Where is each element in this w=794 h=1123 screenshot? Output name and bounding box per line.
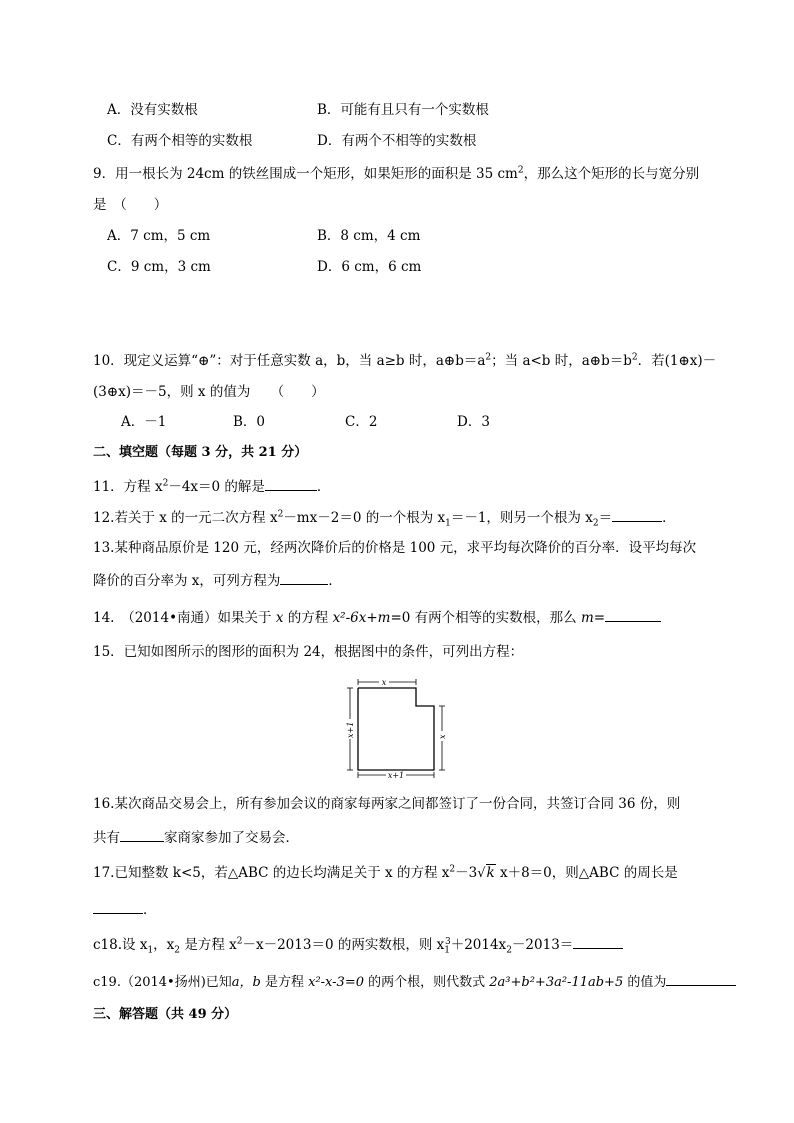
q16-answer-blank[interactable] [120,827,164,842]
q14-answer-blank[interactable] [605,607,661,622]
figure-label-left: x+1 [346,721,355,738]
sqrt-symbol: √k [477,865,495,881]
q9-stem-line2: 是 （ ） [93,197,168,213]
q10-option-a: A．－1 [121,414,167,430]
q8-option-a: A．没有实数根 [107,102,198,118]
q9-option-a: A．7 cm，5 cm [107,228,211,244]
q16-line2: 共有 家商家参加了交易会． [93,827,299,847]
q10-stem-line1: 10．现定义运算“⊕”：对于任意实数 a，b，当 a≥b 时，$a\oplus b=a^2$；当 a<b 时，$a\oplus b=b^2$．若(1⊕x)－ [93,352,717,369]
q8-option-d: D．有两个不相等的实数根 [317,133,477,149]
q15: 15．已知如图所示的图形的面积为 24，根据图中的条件，可列出方程： [93,644,524,660]
q11: 11．方程 $x^2-4x=0$ 的解是 ． [93,476,330,496]
section-heading-fill-in: 二、填空题（每题 3 分，共 21 分） [93,445,308,460]
q8-option-b: B．可能有且只有一个实数根 [317,102,489,118]
q10-stem-line2: (3⊕x)＝－5，则 x 的值为 （ ） [93,384,325,400]
q17-line2: ． [93,899,157,919]
q18-answer-blank[interactable] [573,934,623,949]
q10-option-c: C．2 [345,414,378,430]
q18: c18.设 $x_1$，$x_2$ 是方程 $x^2-x-2013=0$ 的两实数根，则 $x_1^3+2014x_2-2013=$ [93,934,623,954]
q19-answer-blank[interactable] [666,971,736,986]
q8-option-c: C．有两个相等的实数根 [107,133,253,149]
q19: c19.（2014•扬州)已知a，b 是方程 x²-x-3=0 的两个根，则代数式 2a³+b²+3a²-11ab+5 的值为 [93,971,736,992]
q16-line1: 16.某次商品交易会上，所有参加会议的商家每两家之间都签订了一份合同，共签订合同 36 份，则 [93,796,681,812]
section-heading-solutions: 三、解答题（共 49 分） [93,1007,238,1022]
q13-line2: 降价的百分率为 x，可列方程为 ． [93,570,342,590]
figure-label-right: x [438,734,447,739]
q9-option-c: C．9 cm，3 cm [107,259,211,275]
q12-answer-blank[interactable] [612,507,662,522]
q17-line1: 17.已知整数 k<5，若△ABC 的边长均满足关于 x 的方程 $x^2-3√k$ x＋8＝0，则△ABC 的周长是 [93,864,678,881]
q13-line1: 13.某种商品原价是 120 元，经两次降价后的价格是 100 元，求平均每次降价的百分率．设平均每次 [93,540,697,556]
q13-answer-blank[interactable] [280,570,328,585]
q9-option-b: B．8 cm，4 cm [317,228,421,244]
q10-option-d: D．3 [457,414,490,430]
q9-option-d: D．6 cm，6 cm [317,259,422,275]
l-shape-figure [342,676,454,780]
figure-label-top: x [381,678,387,687]
q10-option-b: B．0 [233,414,266,430]
q9-stem-line1: 9．用一根长为 24cm 的铁丝围成一个矩形，如果矩形的面积是 35 $cm^2$，那么这个矩形的长与宽分别 [93,165,700,182]
q17-answer-blank[interactable] [93,899,143,914]
figure-label-bottom: x+1 [387,771,405,780]
q14: 14. （2014•南通）如果关于 x 的方程 x²-6x+m=0 有两个相等的实数根，那么 m= [93,607,661,627]
q12: 12.若关于 x 的一元二次方程 $x^2-mx-2=0$ 的一个根为 $x_1=-1$，则另一个根为 $x_2=$ ． [93,507,676,527]
q11-answer-blank[interactable] [265,476,317,491]
